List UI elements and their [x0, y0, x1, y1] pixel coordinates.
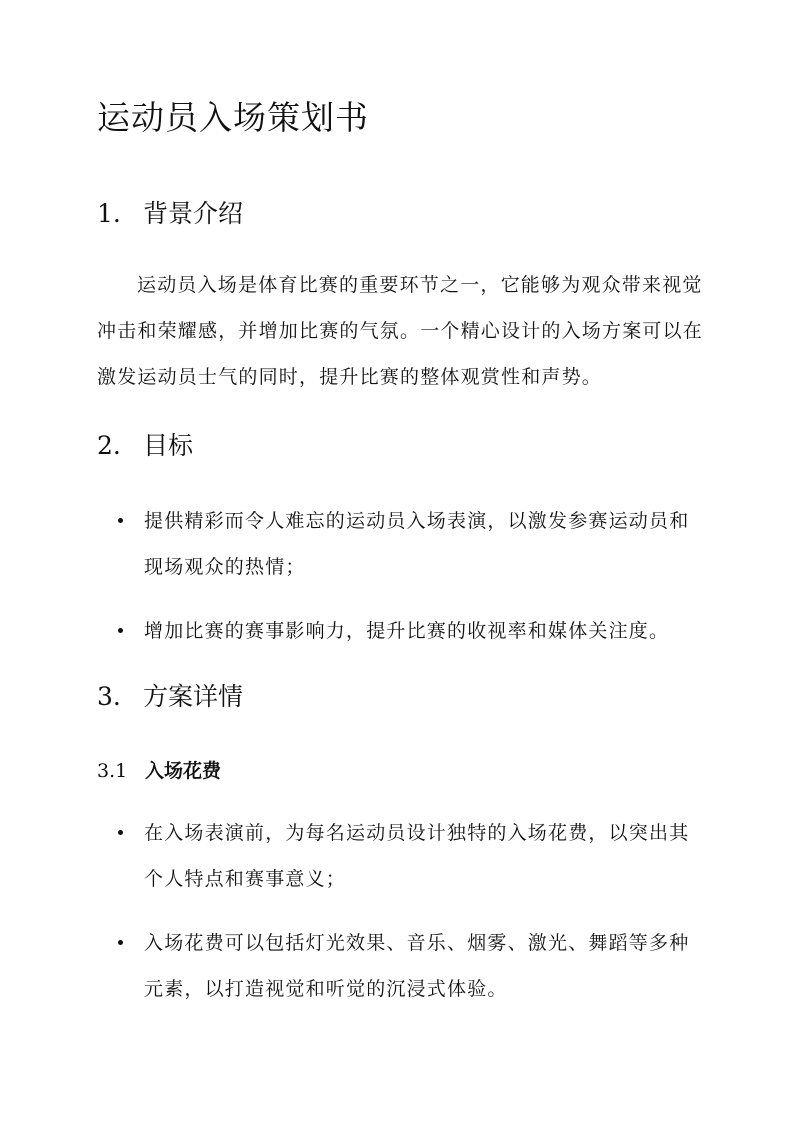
section-heading-goals — [97, 429, 193, 463]
subsection-heading-entrance-costume — [97, 758, 221, 784]
bullet-icon — [118, 940, 123, 945]
section-title: 背景介绍 — [143, 199, 244, 228]
section-number: 2. — [97, 431, 121, 460]
list-item — [118, 498, 703, 590]
section-heading-background — [97, 197, 243, 231]
bullet-icon — [118, 518, 123, 523]
bullet-icon — [118, 830, 123, 835]
section-number: 3. — [97, 682, 121, 711]
section-number: 1. — [97, 199, 121, 228]
list-item — [118, 608, 703, 654]
list-item-text: 在入场表演前，为每名运动员设计独特的入场花费，以突出其个人特点和赛事意义； — [144, 822, 690, 890]
background-paragraph: 运动员入场是体育比赛的重要环节之一，它能够为观众带来视觉冲击和荣耀感，并增加比赛的气氛。一个精心设计的入场方案可以在激发运动员士气的同时，提升比赛的整体观赏性和声势。 — [97, 274, 704, 388]
list-item-text: 增加比赛的赛事影响力，提升比赛的收视率和媒体关注度。 — [144, 620, 670, 642]
section-title: 方案详情 — [143, 682, 244, 711]
bullet-icon — [118, 628, 123, 633]
document-title: 运动员入场策划书 — [97, 98, 369, 137]
list-item-text: 提供精彩而令人难忘的运动员入场表演，以激发参赛运动员和现场观众的热情； — [144, 510, 690, 578]
list-item — [118, 920, 703, 1012]
section-heading-plan-details — [97, 680, 243, 714]
list-item — [118, 810, 703, 902]
subsection-number: 3.1 — [97, 760, 128, 782]
section-title: 目标 — [143, 431, 194, 460]
subsection-title: 入场花费 — [145, 760, 222, 782]
list-item-text: 入场花费可以包括灯光效果、音乐、烟雾、激光、舞蹈等多种元素，以打造视觉和听觉的沉浸式体验。 — [144, 932, 690, 1000]
